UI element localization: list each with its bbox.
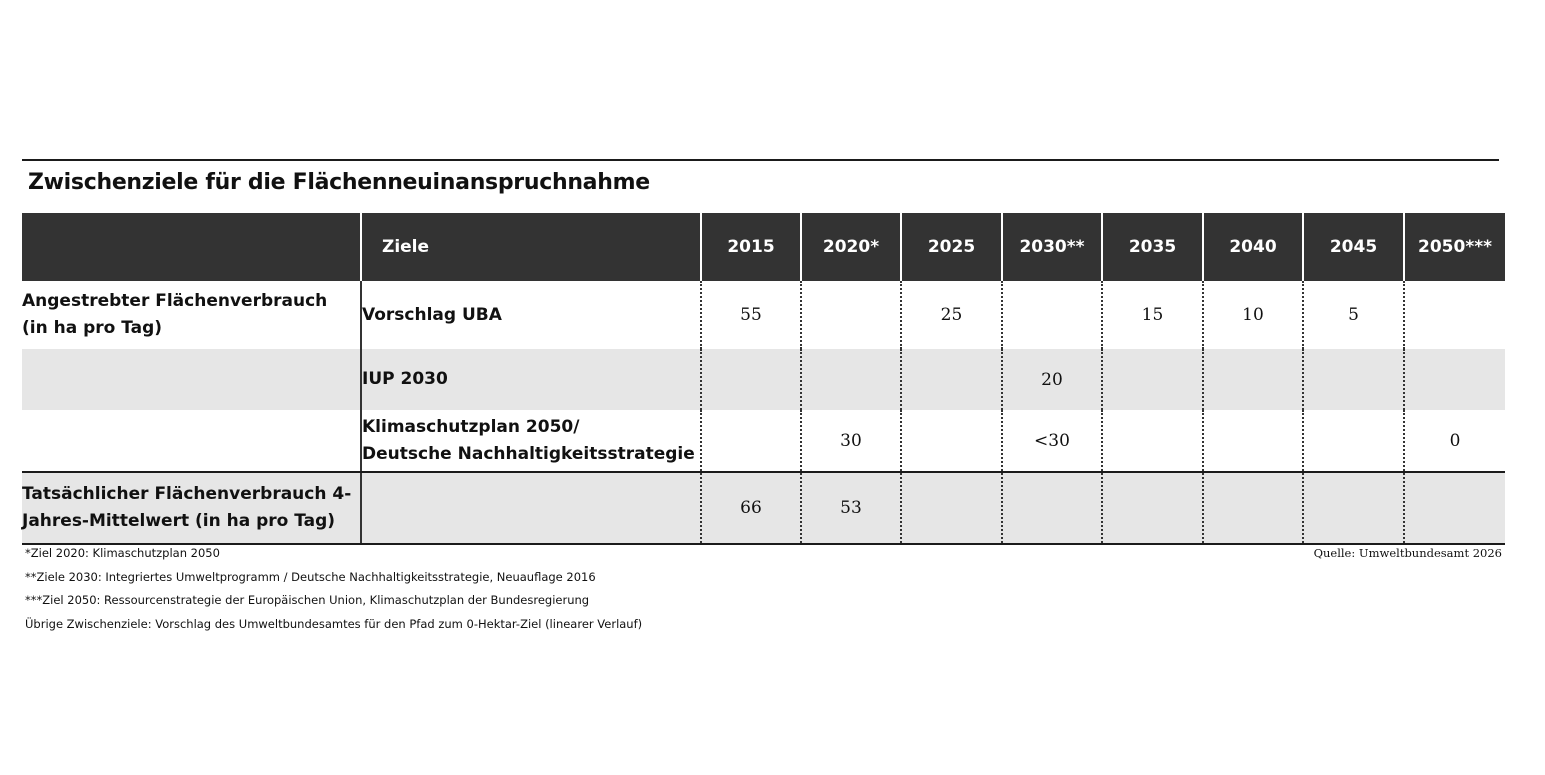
row-label-line: Angestrebter Flächenverbrauch xyxy=(22,291,328,311)
header-year-2045: 2045 xyxy=(1303,213,1404,281)
value-cell: 10 xyxy=(1203,281,1303,349)
table-row xyxy=(22,410,1505,472)
value-cell xyxy=(1203,410,1303,472)
value-cell xyxy=(901,349,1002,410)
goals-table xyxy=(22,213,1505,545)
value-cell xyxy=(701,349,801,410)
source-note: Quelle: Umweltbundesamt 2026 xyxy=(1313,546,1502,560)
value-cell: 15 xyxy=(1102,281,1203,349)
value-cell xyxy=(701,410,801,472)
footnote: *Ziel 2020: Klimaschutzplan 2050 xyxy=(25,546,220,560)
header-year-2050: 2050*** xyxy=(1404,213,1505,281)
table-row xyxy=(22,281,1505,349)
footnote: **Ziele 2030: Integriertes Umweltprogramm / Deutsche Nachhaltigkeitsstrategie, Neuauflage 2016 xyxy=(25,569,596,584)
value-cell xyxy=(1303,410,1404,472)
value-cell xyxy=(1102,472,1203,544)
table-header-row xyxy=(22,213,1505,281)
row-label xyxy=(22,281,361,349)
footnote: Übrige Zwischenziele: Vorschlag des Umweltbundesamtes für den Pfad zum 0-Hektar-Ziel (linearer Verlauf) xyxy=(25,616,643,631)
value-cell: 0 xyxy=(1404,410,1505,472)
value-cell: 30 xyxy=(801,410,901,472)
row-label-line: (in ha pro Tag) xyxy=(22,318,163,338)
table-row xyxy=(22,349,1505,410)
top-rule xyxy=(22,159,1499,161)
row-goal-line: Deutsche Nachhaltigkeitsstrategie xyxy=(362,443,695,464)
value-cell: 66 xyxy=(701,472,801,544)
value-cell xyxy=(1404,472,1505,544)
value-cell xyxy=(901,472,1002,544)
value-cell xyxy=(1002,472,1102,544)
row-goal xyxy=(361,410,701,472)
row-goal-line: Vorschlag UBA xyxy=(362,304,502,325)
row-goal-line: Klimaschutzplan 2050/ xyxy=(362,416,580,437)
table-row xyxy=(22,472,1505,544)
value-cell xyxy=(801,349,901,410)
value-cell: 53 xyxy=(801,472,901,544)
row-goal xyxy=(361,349,701,410)
value-cell xyxy=(1102,349,1203,410)
row-label xyxy=(22,349,361,410)
row-label xyxy=(22,472,361,544)
value-cell: 20 xyxy=(1002,349,1102,410)
value-cell xyxy=(1102,410,1203,472)
value-cell xyxy=(1404,349,1505,410)
value-cell xyxy=(1303,349,1404,410)
row-goal xyxy=(361,472,701,544)
header-year-2015: 2015 xyxy=(701,213,801,281)
header-year-2020: 2020* xyxy=(801,213,901,281)
row-label xyxy=(22,410,361,472)
header-year-2030: 2030** xyxy=(1002,213,1102,281)
header-goal-col: Ziele xyxy=(361,213,701,281)
value-cell: <30 xyxy=(1002,410,1102,472)
header-label-col xyxy=(22,213,361,281)
header-year-2025: 2025 xyxy=(901,213,1002,281)
header-year-2040: 2040 xyxy=(1203,213,1303,281)
value-cell: 5 xyxy=(1303,281,1404,349)
value-cell xyxy=(1203,472,1303,544)
value-cell xyxy=(1303,472,1404,544)
table-title: Zwischenziele für die Flächenneuinanspruchnahme xyxy=(28,170,650,195)
value-cell xyxy=(1002,281,1102,349)
header-year-2035: 2035 xyxy=(1102,213,1203,281)
value-cell xyxy=(901,410,1002,472)
row-goal xyxy=(361,281,701,349)
value-cell xyxy=(1203,349,1303,410)
value-cell xyxy=(801,281,901,349)
row-goal-line: IUP 2030 xyxy=(362,369,448,389)
value-cell: 25 xyxy=(901,281,1002,349)
footnotes xyxy=(25,546,642,640)
value-cell xyxy=(1404,281,1505,349)
footnote: ***Ziel 2050: Ressourcenstrategie der Europäischen Union, Klimaschutzplan der Bundesregierung xyxy=(25,593,590,607)
row-label-line: Jahres-Mittelwert (in ha pro Tag) xyxy=(22,511,336,531)
row-label-line: Tatsächlicher Flächenverbrauch 4- xyxy=(22,484,352,504)
value-cell: 55 xyxy=(701,281,801,349)
